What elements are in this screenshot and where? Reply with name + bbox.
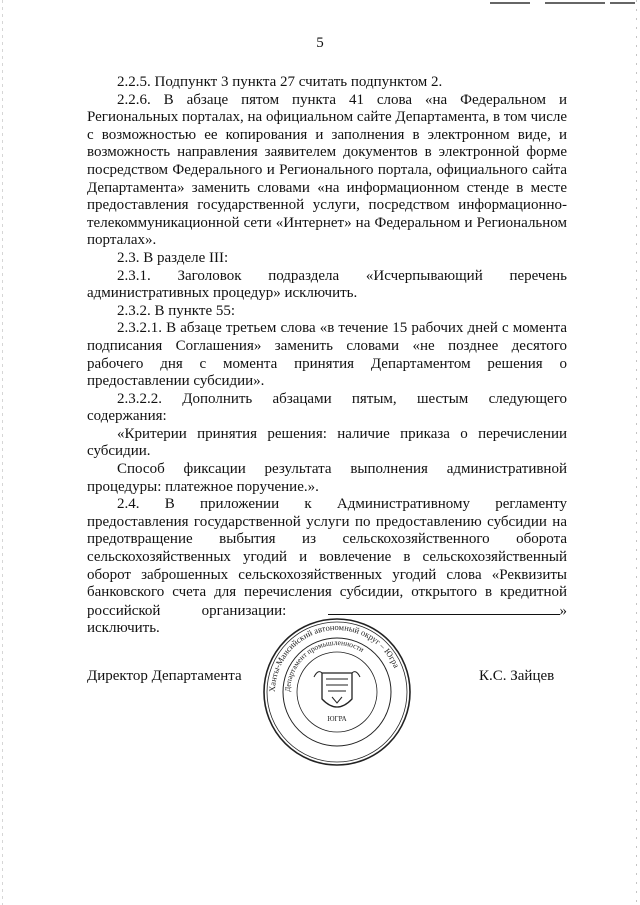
paragraph-2-3-2-2-first-line: 2.3.2.2. Дополнить абзацами пятым, шестым следующего (117, 390, 567, 407)
signature-name: К.С. Зайцев (479, 668, 555, 684)
signature-title: Директор Департамента (87, 668, 242, 684)
coat-of-arms-icon (314, 672, 360, 707)
seal-inner-text: Департамент промышленности (282, 637, 366, 693)
official-seal (262, 617, 412, 767)
page-number: 5 (316, 35, 324, 51)
quote-criteria: «Критерии принятия решения: наличие приказа о перечислении субсидии. (87, 425, 567, 460)
paragraph-2-2-6-first-line: 2.2.6. В абзаце пятом пункта 41 слова «на Федеральном и (117, 91, 567, 108)
paragraph-2-3-1-first-line: 2.3.1. Заголовок подраздела «Исчерпывающий перечень (117, 267, 567, 284)
seal-outer-text: Ханты-Мансийский автономный округ – Югра (266, 621, 402, 693)
paragraph-2-3: 2.3. В разделе III: (117, 249, 229, 266)
paragraph-2-3-1: административных процедур» исключить. (87, 285, 358, 302)
paragraph-2-2-5: 2.2.5. Подпункт 3 пункта 27 считать подпунктом 2. (117, 74, 443, 90)
quote-method: Способ фиксации результата выполнения административной процедуры: платежное поручение.». (87, 461, 567, 495)
paragraph-2-3-2-1: 2.3.2.1. В абзаце третьем слова «в течение 15 рабочих дней с момента подписания Соглашения» заменить словами «не позднее десятого рабочего дня с момента принятия Департаментом решения о предоставлении субсидии». (87, 320, 567, 390)
paragraph-2-3-2-2: содержания: (87, 408, 167, 425)
document-body (87, 74, 567, 638)
paragraph-2-4-text: предоставления государственной услуги по предоставлению субсидии на предотвращение выбытия из сельскохозяйственного оборота сельскохозяйственных угодий и вовлечение в сельскохозяйственный оборот заброшенных сельскохозяйственных угодий слова «Реквизиты банковского счета для перечисления субсидии, открытого в кредитной российской организации: (87, 513, 567, 619)
seal-center-text: ЮГРА (327, 715, 347, 723)
scan-edge-left (2, 0, 3, 905)
scan-corner-marks (460, 0, 640, 14)
paragraph-2-2-6: Региональных порталах, на официальном сайте Департамента, в том числе с возможностью ее копирования и заполнения в электронном виде, и возможность направления заявителем документов в электронной форме посредством Федерального и Регионального портала, официального сайта Департамента» заменить словами «на информационном стенде в месте предоставления государственной услуги, посредством информационно-телекоммуникационной сети «Интернет» на Федеральном и Региональном порталах». (87, 109, 567, 249)
paragraph-2-4-tail: » исключить. (87, 602, 567, 637)
blank-line (328, 602, 560, 615)
paragraph-2-3-2: 2.3.2. В пункте 55: (117, 302, 236, 319)
paragraph-2-4-first-line: 2.4. В приложении к Административному регламенту (117, 496, 567, 513)
scan-edge-right (636, 0, 637, 905)
